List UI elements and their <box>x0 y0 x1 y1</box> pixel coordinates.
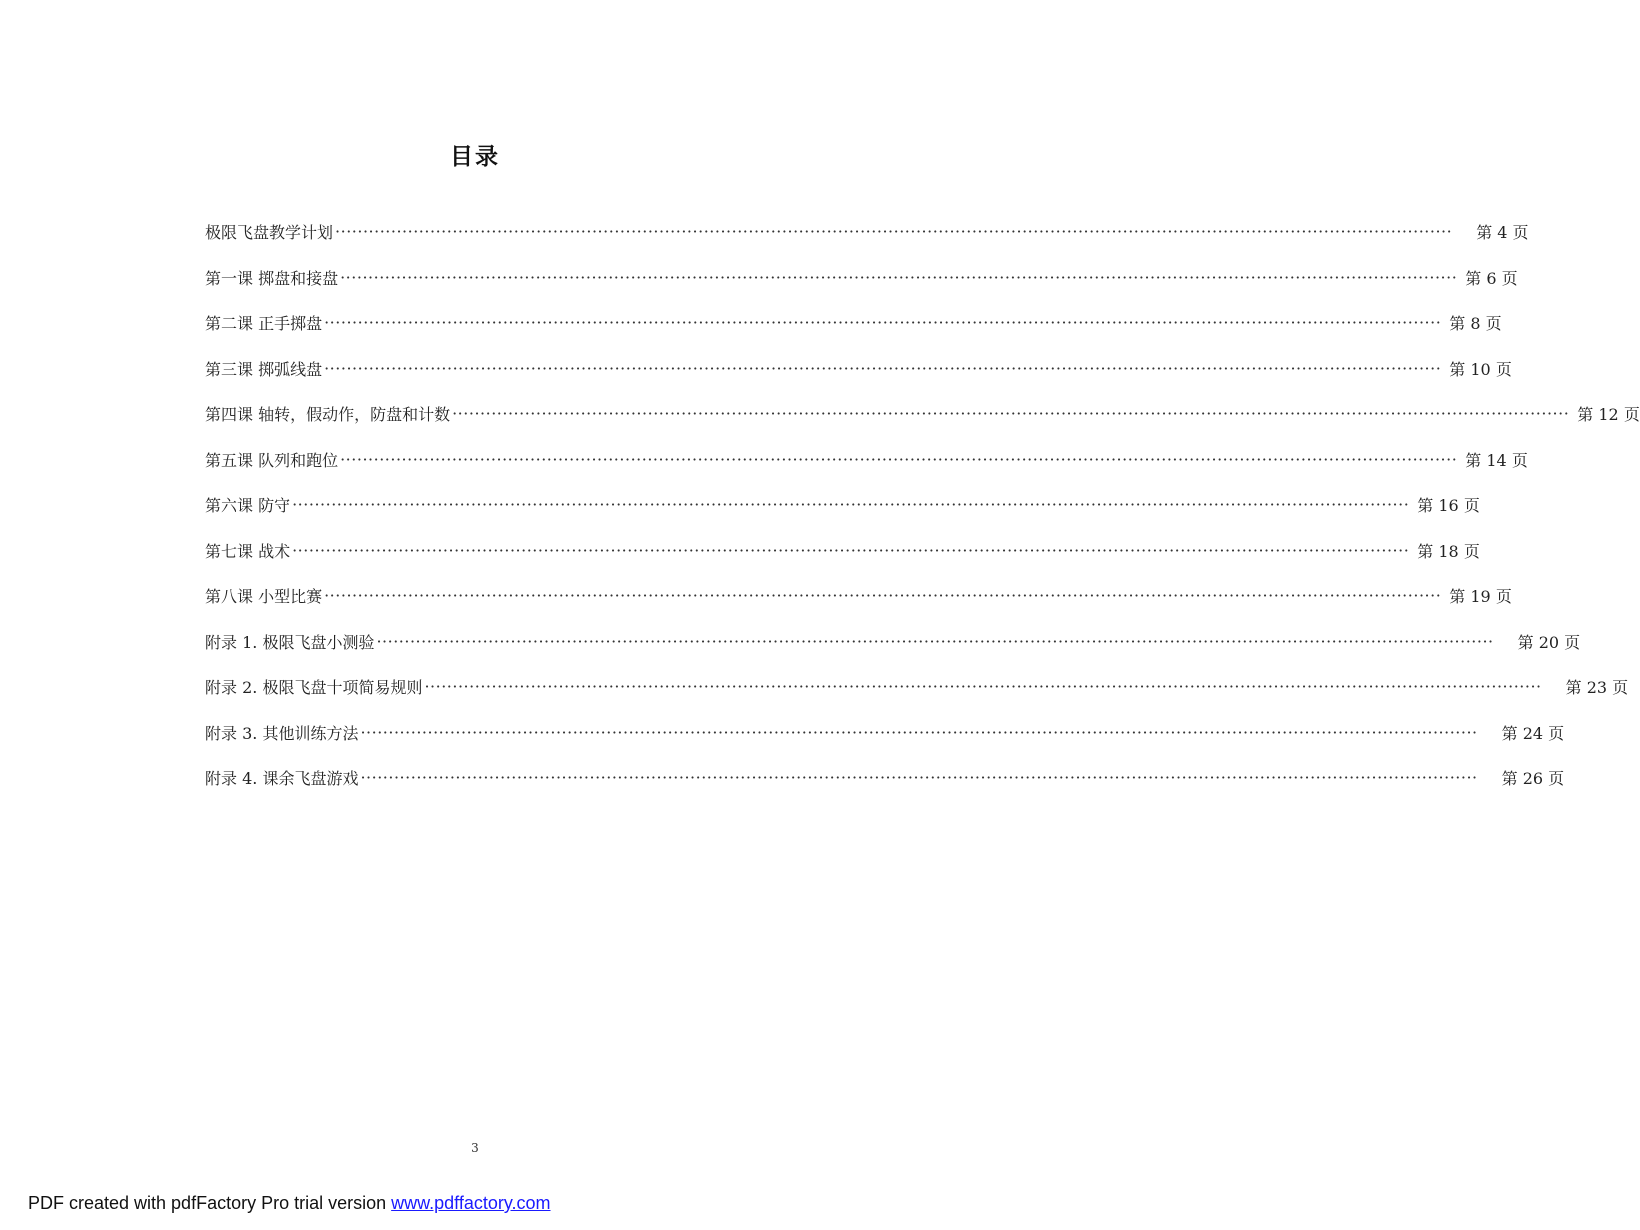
page-number: 3 <box>471 1141 479 1155</box>
toc-entry-page: 第 19 页 <box>1449 586 1512 606</box>
toc-entry[interactable] <box>205 400 1640 426</box>
toc-entry-page: 第 16 页 <box>1417 495 1480 515</box>
toc-entry[interactable] <box>205 446 1528 472</box>
toc-entry[interactable] <box>205 264 1518 290</box>
toc-entry-page: 第 14 页 <box>1465 450 1528 470</box>
toc-entry-label: 第六课 防守 <box>205 495 291 515</box>
toc-dot-leader: ········································································································································································································ <box>335 221 1453 241</box>
toc-dot-leader: ········································································································································································································ <box>340 267 1458 287</box>
toc-entry-page: 第 24 页 <box>1501 723 1565 743</box>
toc-dot-leader: ········································································································································································································ <box>340 449 1458 469</box>
toc-entry-page: 第 4 页 <box>1476 222 1529 242</box>
toc-entry-page: 第 10 页 <box>1449 359 1512 379</box>
toc-entry-label: 第七课 战术 <box>205 541 291 561</box>
toc-entry-page: 第 26 页 <box>1501 768 1565 788</box>
toc-entry-page: 第 6 页 <box>1465 268 1518 288</box>
toc-entry-label: 第一课 掷盘和接盘 <box>205 268 339 288</box>
toc-dot-leader: ········································································································································································································ <box>292 494 1410 514</box>
toc-entry[interactable] <box>205 764 1565 790</box>
toc-entry[interactable] <box>205 491 1480 517</box>
watermark-text: PDF created with pdfFactory Pro trial version <box>28 1193 392 1213</box>
toc-dot-leader: ········································································································································································································ <box>360 767 1478 787</box>
toc-entry-label: 第四课 轴转，假动作，防盘和计数 <box>205 404 451 424</box>
toc-entry-label: 极限飞盘教学计划 <box>205 222 334 242</box>
toc-entry[interactable] <box>205 218 1529 244</box>
toc-entry[interactable] <box>205 628 1581 654</box>
toc-entry-label: 附录 1. 极限飞盘小测验 <box>205 632 375 652</box>
toc-entry-page: 第 12 页 <box>1577 404 1640 424</box>
toc-entry-page: 第 18 页 <box>1417 541 1480 561</box>
toc-dot-leader: ········································································································································································································ <box>292 540 1410 560</box>
toc-entry-page: 第 23 页 <box>1565 677 1629 697</box>
toc-dot-leader: ········································································································································································································ <box>452 403 1570 423</box>
toc-dot-leader: ········································································································································································································ <box>424 676 1542 696</box>
toc-entry[interactable] <box>205 673 1629 699</box>
toc-entry[interactable] <box>205 719 1565 745</box>
toc-dot-leader: ········································································································································································································ <box>376 631 1494 651</box>
toc-entry[interactable] <box>205 355 1512 381</box>
pdffactory-link[interactable]: www.pdffactory.com <box>391 1193 551 1213</box>
toc-entry-page: 第 8 页 <box>1449 313 1502 333</box>
toc-dot-leader: ········································································································································································································ <box>324 312 1442 332</box>
toc-dot-leader: ········································································································································································································ <box>324 585 1442 605</box>
toc-entry[interactable] <box>205 537 1480 563</box>
toc-entry-label: 第二课 正手掷盘 <box>205 313 323 333</box>
toc-entry-label: 第五课 队列和跑位 <box>205 450 339 470</box>
toc-entry-label: 附录 4. 课余飞盘游戏 <box>205 768 359 788</box>
toc-entry-label: 第八课 小型比赛 <box>205 586 323 606</box>
page-title: 目录 <box>450 144 500 170</box>
toc-entry-label: 第三课 掷弧线盘 <box>205 359 323 379</box>
toc-dot-leader: ········································································································································································································ <box>360 722 1478 742</box>
toc-dot-leader: ········································································································································································································ <box>324 358 1442 378</box>
toc-entry-label: 附录 3. 其他训练方法 <box>205 723 359 743</box>
toc-entry[interactable] <box>205 582 1512 608</box>
pdf-watermark-footer <box>28 1193 551 1214</box>
toc-entry[interactable] <box>205 309 1502 335</box>
toc-entry-label: 附录 2. 极限飞盘十项简易规则 <box>205 677 423 697</box>
toc-entry-page: 第 20 页 <box>1517 632 1581 652</box>
